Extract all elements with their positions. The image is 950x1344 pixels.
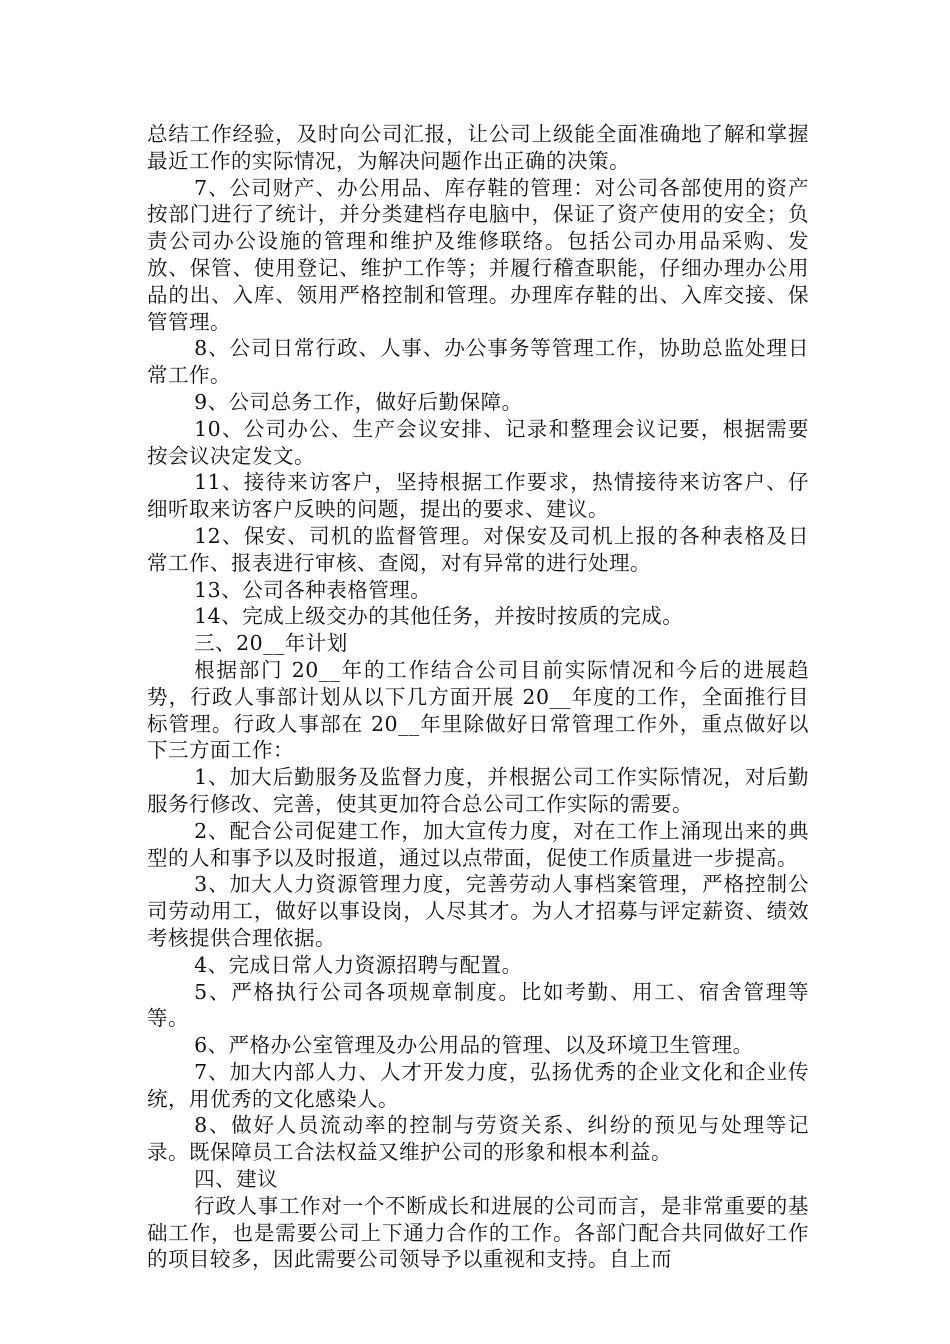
- paragraph-item-10-meetings: 10、公司办公、生产会议安排、记录和整理会议记要，根据需要按会议决定发文。: [147, 416, 809, 468]
- document-body: [147, 121, 809, 1273]
- paragraph-plan-intro: 根据部门 20__年的工作结合公司目前实际情况和今后的进展趋势，行政人事部计划从以下几方面开展 20__年度的工作，全面推行目标管理。行政人事部在 20__年里除做好日常管理工作外，重点做好以下三方面工作：: [147, 657, 809, 763]
- paragraph-suggestions: 行政人事工作对一个不断成长和进展的公司而言，是非常重要的基础工作，也是需要公司上下通力合作的工作。各部门配合共同做好工作的项目较多，因此需要公司领导予以重视和支持。自上而: [147, 1193, 809, 1272]
- paragraph-item-12-security-supervision: 12、保安、司机的监督管理。对保安及司机上报的各种表格及日常工作、报表进行审核、查阅，对有异常的进行处理。: [147, 523, 809, 575]
- paragraph-plan-item-3: 3、加大人力资源管理力度，完善劳动人事档案管理，严格控制公司劳动用工，做好以事设岗，人尽其才。为人才招募与评定薪资、绩效考核提供合理依据。: [147, 872, 809, 950]
- paragraph-plan-item-6: 6、严格办公室管理及办公用品的管理、以及环境卫生管理。: [194, 1033, 754, 1058]
- section-heading-suggestions: 四、建议: [194, 1167, 279, 1192]
- paragraph-plan-item-1: 1、加大后勤服务及监督力度，并根据公司工作实际情况，对后勤服务行修改、完善，使其更加符合总公司工作实际的需要。: [147, 765, 809, 816]
- paragraph-plan-item-5: 5、严格执行公司各项规章制度。比如考勤、用工、宿舍管理等等。: [147, 979, 809, 1031]
- paragraph-item-13-forms: 13、公司各种表格管理。: [194, 577, 432, 602]
- paragraph-plan-item-4: 4、完成日常人力资源招聘与配置。: [194, 952, 523, 977]
- paragraph-summary-continuation: 总结工作经验，及时向公司汇报，让公司上级能全面准确地了解和掌握最近工作的实际情况，为解决问题作出正确的决策。: [147, 122, 809, 173]
- paragraph-item-9-general-affairs: 9、公司总务工作，做好后勤保障。: [194, 389, 523, 414]
- paragraph-plan-item-2: 2、配合公司促建工作，加大宣传力度，对在工作上涌现出来的典型的人和事予以及时报道，通过以点带面，促使工作质量进一步提高。: [147, 818, 809, 870]
- section-heading-plan: 三、20__年计划: [194, 631, 348, 656]
- paragraph-plan-item-7: 7、加大内部人力、人才开发力度，弘扬优秀的企业文化和企业传统，用优秀的文化感染人。: [147, 1059, 809, 1111]
- paragraph-item-8-daily-admin: 8、公司日常行政、人事、办公事务等管理工作，协助总监处理日常工作。: [147, 336, 809, 388]
- paragraph-plan-item-8: 8、做好人员流动率的控制与劳资关系、纠纷的预见与处理等记录。既保障员工合法权益又维护公司的形象和根本利益。: [147, 1113, 809, 1165]
- paragraph-item-11-reception: 11、接待来访客户，坚持根据工作要求，热情接待来访客户、仔细听取来访客户反映的问题，提出的要求、建议。: [147, 470, 809, 522]
- paragraph-item-14-other-tasks: 14、完成上级交办的其他任务，并按时按质的完成。: [194, 604, 684, 629]
- paragraph-item-7-asset-management: 7、公司财产、办公用品、库存鞋的管理：对公司各部使用的资产按部门进行了统计，并分类建档存电脑中，保证了资产使用的安全；负责公司办公设施的管理和维护及维修联络。包括公司办用品采购、发放、保管、使用登记、维护工作等；并履行稽查职能，仔细办理办公用品的出、入库、领用严格控制和管理。办理库存鞋的出、入库交接、保管管理。: [147, 175, 809, 334]
